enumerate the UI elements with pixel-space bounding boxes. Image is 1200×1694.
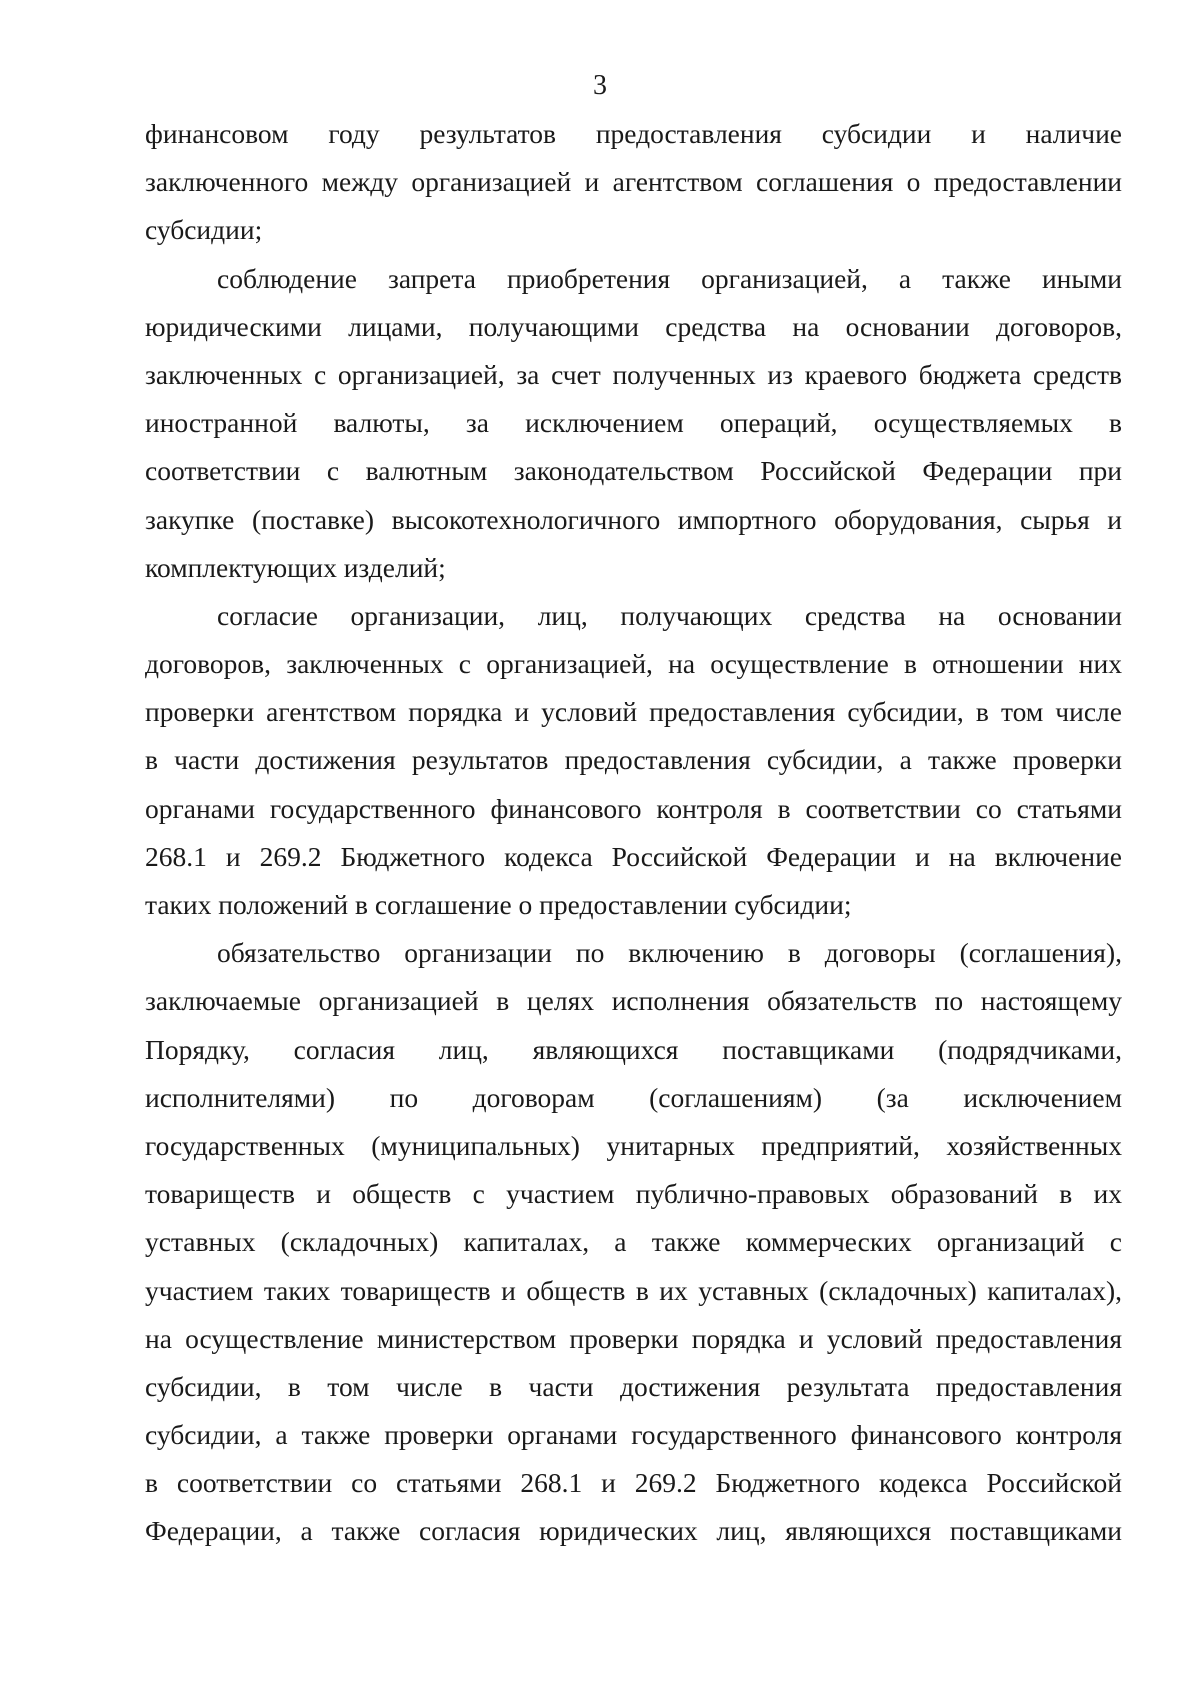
text-line: комплектующих изделий; — [145, 551, 446, 583]
text-line: иностранной валюты, за исключением операций, осуществляемых в — [145, 407, 1122, 439]
text-line: соответствии с валютным законодательством Российской Федерации при — [145, 455, 1122, 487]
text-line: в части достижения результатов предоставления субсидии, а также проверки — [145, 744, 1122, 776]
text-line: субсидии, а также проверки органами государственного финансового контроля — [145, 1419, 1122, 1451]
document-body — [145, 110, 1122, 1556]
text-line: проверки агентством порядка и условий предоставления субсидии, в том числе — [145, 696, 1122, 728]
text-line: финансовом году результатов предоставления субсидии и наличие — [145, 118, 1122, 149]
text-line: государственных (муниципальных) унитарных предприятий, хозяйственных — [145, 1129, 1122, 1161]
text-line: исполнителями) по договорам (соглашениям) (за исключением — [145, 1081, 1122, 1113]
text-line: 268.1 и 269.2 Бюджетного кодекса Российской Федерации и на включение — [145, 840, 1122, 872]
text-line: закупке (поставке) высокотехнологичного импортного оборудования, сырья и — [145, 503, 1122, 535]
text-line: товариществ и обществ с участием публично-правовых образований в их — [145, 1178, 1122, 1210]
text-line: договоров, заключенных с организацией, на осуществление в отношении них — [145, 648, 1122, 680]
text-line: органами государственного финансового контроля в соответствии со статьями — [145, 792, 1122, 824]
text-line: на осуществление министерством проверки порядка и условий предоставления — [145, 1322, 1122, 1354]
page-number: 3 — [593, 70, 607, 101]
text-line: субсидии; — [145, 214, 263, 246]
text-line: соблюдение запрета приобретения организацией, а также иными — [217, 262, 1122, 294]
text-line: заключенного между организацией и агентством соглашения о предоставлении — [145, 166, 1122, 198]
text-line: в соответствии со статьями 268.1 и 269.2 Бюджетного кодекса Российской — [145, 1467, 1122, 1499]
text-line: участием таких товариществ и обществ в их уставных (складочных) капиталах), — [145, 1274, 1122, 1306]
text-line: субсидии, в том числе в части достижения результата предоставления — [145, 1370, 1122, 1402]
text-line: заключенных с организацией, за счет полученных из краевого бюджета средств — [145, 358, 1122, 390]
text-line: Федерации, а также согласия юридических лиц, являющихся поставщиками — [145, 1515, 1122, 1547]
text-line: заключаемые организацией в целях исполнения обязательств по настоящему — [145, 985, 1122, 1017]
text-line: уставных (складочных) капиталах, а также коммерческих организаций с — [145, 1226, 1122, 1258]
text-line: согласие организации, лиц, получающих средства на основании — [217, 599, 1122, 631]
text-line: Порядку, согласия лиц, являющихся поставщиками (подрядчиками, — [145, 1033, 1122, 1065]
text-line: обязательство организации по включению в договоры (соглашения), — [217, 937, 1122, 969]
text-line: таких положений в соглашение о предоставлении субсидии; — [145, 889, 852, 920]
text-line: юридическими лицами, получающими средства на основании договоров, — [145, 310, 1122, 342]
